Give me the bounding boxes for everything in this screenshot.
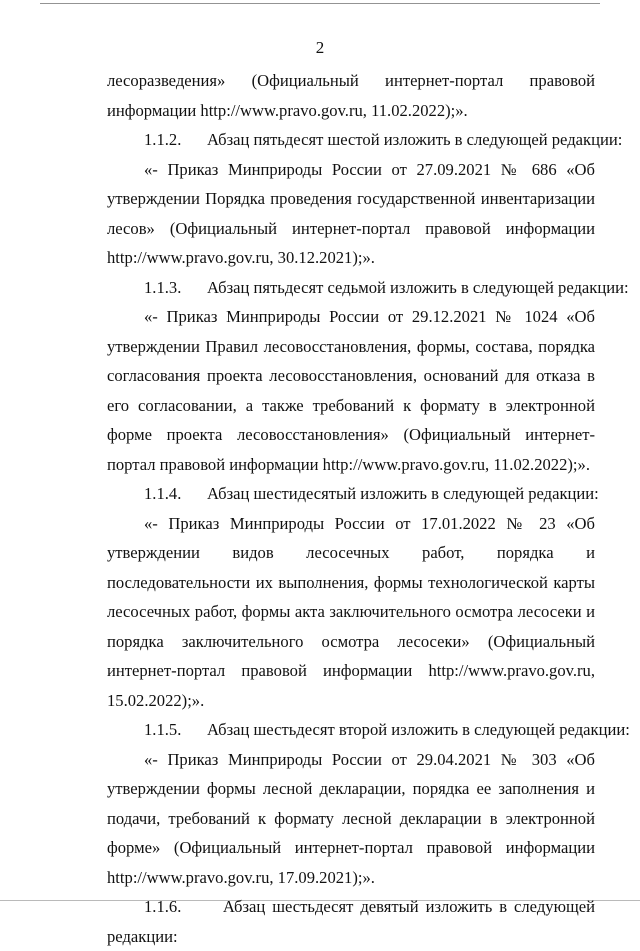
section-heading-1-1-5 <box>107 715 630 745</box>
quoted-order-paragraph: «- Приказ Минприроды России от 29.04.2021 № 303 «Об утверждении формы лесной декларации, порядка ее заполнения и подачи, требований к формату лесной декларации в электронной форме» (Официальный интернет-портал правовой информации http://www.pravo.gov.ru, 17.09.2021);». <box>107 749 595 887</box>
section-instruction: Абзац шестьдесят девятый изложить в следующей редакции: <box>107 897 595 946</box>
quoted-order-paragraph: «- Приказ Минприроды России от 17.01.2022 № 23 «Об утверждении видов лесосечных работ, порядка и последовательности их выполнения, формы технологической карты лесосечных работ, формы акта заключительного осмотра лесосеки и порядка заключительного осмотра лесосеки» (Официальный интернет-портал правовой информации http://www.pravo.gov.ru, 15.02.2022);». <box>107 513 595 710</box>
section-number: 1.1.4. <box>144 484 182 503</box>
section-heading-1-1-4 <box>107 479 599 509</box>
page-number: 2 <box>315 38 325 57</box>
section-instruction: Абзац пятьдесят шестой изложить в следующей редакции: <box>207 130 623 149</box>
scan-artifact-top <box>40 3 600 4</box>
scan-artifact-bottom <box>0 900 640 901</box>
document-body <box>107 66 630 951</box>
section-number: 1.1.3. <box>144 277 182 297</box>
quoted-order-paragraph: «- Приказ Минприроды России от 29.12.2021 № 1024 «Об утверждении Правил лесовосстановления, формы, состава, порядка согласования проекта лесовосстановления, оснований для отказа в его согласовании, а также требований к формату в электронной форме проекта лесовосстановления» (Официальный интернет-портал правовой информации http://www.pravo.gov.ru, 11.02.2022);». <box>107 307 595 474</box>
section-number: 1.1.5. <box>144 720 182 739</box>
section-instruction: Абзац шестидесятый изложить в следующей редакции: <box>207 484 599 503</box>
quoted-order-paragraph: «- Приказ Минприроды России от 27.09.2021 № 686 «Об утверждении Порядка проведения государственной инвентаризации лесов» (Официальный интернет-портал правовой информации http://www.pravo.gov.ru, 30.12.2021);». <box>107 159 595 267</box>
section-number: 1.1.6. <box>144 897 182 916</box>
section-heading-1-1-2 <box>107 125 623 155</box>
continuation-paragraph: лесоразведения» (Официальный интернет-портал правовой информации http://www.pravo.gov.ru, 11.02.2022);». <box>107 71 595 120</box>
section-instruction: Абзац пятьдесят седьмой изложить в следующей редакции: <box>207 277 629 297</box>
section-number: 1.1.2. <box>144 130 182 149</box>
section-instruction: Абзац шестьдесят второй изложить в следующей редакции: <box>207 720 630 739</box>
section-heading-1-1-3 <box>107 273 629 303</box>
